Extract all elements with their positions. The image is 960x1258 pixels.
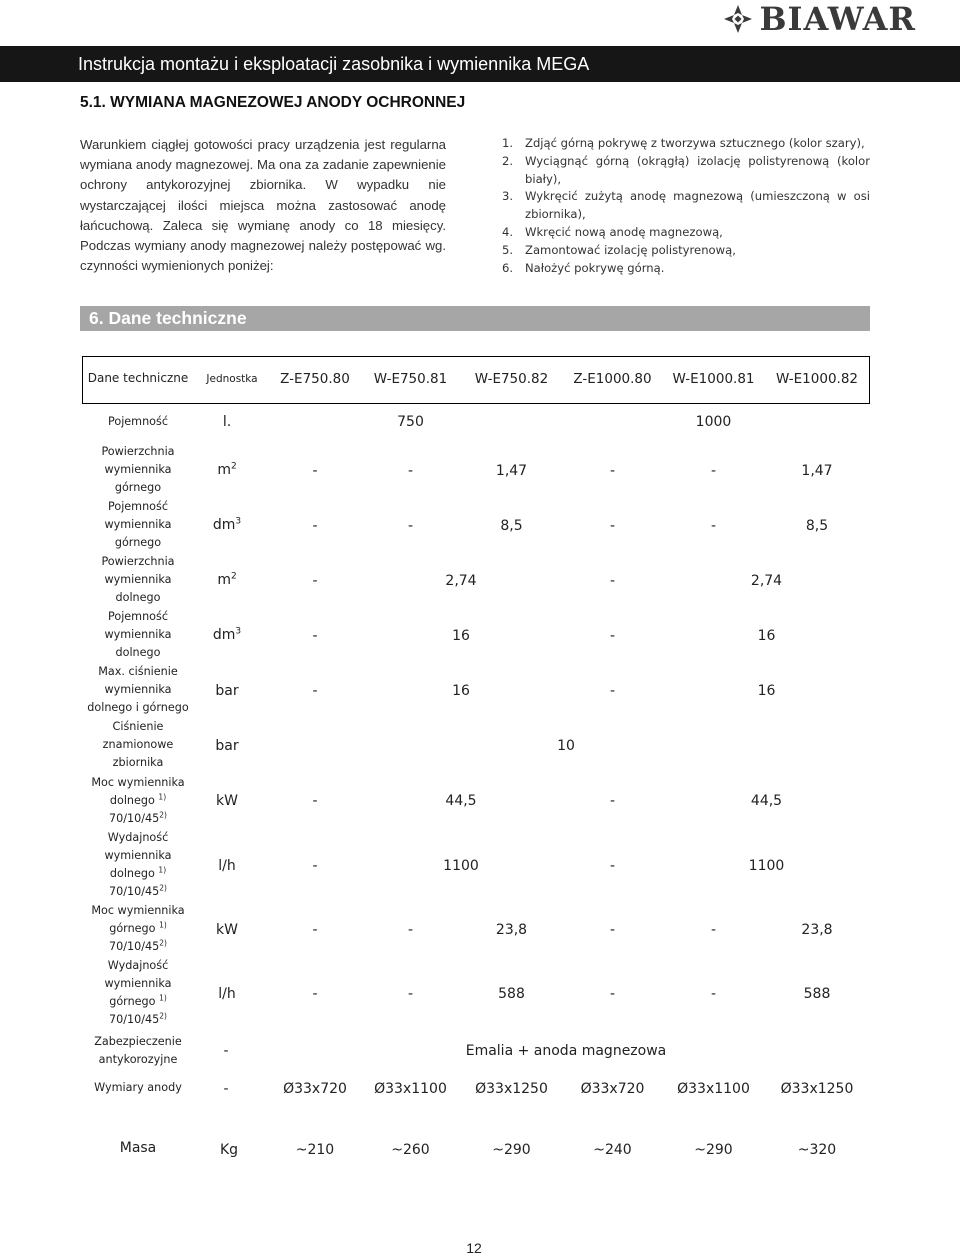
value-cell: 16 <box>757 683 776 699</box>
label-line: wymiennika <box>104 977 172 990</box>
table-header-divider <box>82 403 870 404</box>
value-cell: Ø33x1100 <box>677 1081 750 1097</box>
value-cell: - <box>609 628 616 644</box>
step-item <box>502 188 870 224</box>
header-model: W-E1000.81 <box>672 371 755 387</box>
step-text: Zamontować izolację polistyrenową, <box>525 242 736 257</box>
label-line <box>82 1011 194 1029</box>
value-cell: 44,5 <box>445 793 477 809</box>
label-line: dolnego i górnego <box>87 701 189 714</box>
unit-exponent: 3 <box>235 626 242 637</box>
label-text: 70/10/45 <box>109 812 160 825</box>
label-text: górnego <box>109 922 156 935</box>
row-label: Wymiary anody <box>94 1081 182 1094</box>
step-text: Zdjąć górną pokrywę z tworzywa sztucznego (kolor szary), <box>525 136 865 150</box>
steps-list <box>502 135 870 277</box>
value-cell: - <box>609 573 616 589</box>
step-text: Wkręcić nową anodę magnezową, <box>525 224 723 239</box>
label-line: Pojemność <box>108 610 168 623</box>
value-cell: - <box>407 922 414 938</box>
row-unit: bar <box>215 738 239 754</box>
value-cell: 1100 <box>443 858 479 874</box>
footnote-2: 2) <box>159 810 167 820</box>
footnote-2: 2) <box>159 1011 167 1021</box>
value-cell: 588 <box>803 986 831 1002</box>
label-line <box>82 865 194 883</box>
label-line: Moc wymiennika <box>91 904 185 917</box>
unit-base: m <box>217 462 231 478</box>
value-cell: 10 <box>557 738 575 754</box>
label-text: górnego <box>109 995 156 1008</box>
header-param: Dane techniczne <box>87 371 189 385</box>
label-line <box>82 810 194 828</box>
step-item <box>502 260 870 278</box>
value-cell: 1,47 <box>801 463 833 479</box>
label-line: zbiornika <box>112 756 164 769</box>
biawar-logo-icon <box>723 4 753 34</box>
value-cell: ~240 <box>593 1142 632 1158</box>
header-model: W-E750.82 <box>474 371 549 387</box>
label-line: antykorozyjne <box>98 1053 178 1066</box>
value-cell: Ø33x1100 <box>374 1081 447 1097</box>
value-cell: 1,47 <box>495 463 528 479</box>
step-text: Wyciągnąć górną (okrągłą) izolację polistyrenową (kolor biały), <box>525 153 870 186</box>
value-cell: - <box>312 922 318 938</box>
value-cell: - <box>312 858 318 874</box>
intro-line: wystarczającej ilości miejsca można zastosować anodę <box>80 197 446 213</box>
table-border-top <box>82 356 870 357</box>
row-unit <box>194 627 260 643</box>
value-cell: 8,5 <box>500 518 523 534</box>
value-cell: - <box>609 463 616 479</box>
label-line <box>82 938 194 956</box>
value-cell: ~210 <box>295 1142 335 1158</box>
label-line <box>82 920 194 938</box>
footnote-1: 1) <box>159 993 167 1003</box>
intro-line: czynności wymienionych poniżej: <box>80 258 274 274</box>
unit-base: dm <box>212 627 236 643</box>
value-cell: 23,8 <box>495 922 528 938</box>
label-line: Pojemność <box>108 500 168 513</box>
value-cell: - <box>312 573 318 589</box>
header-model: W-E750.81 <box>373 371 448 387</box>
step-item <box>502 153 870 189</box>
value-cell: Emalia + anoda magnezowa <box>465 1043 667 1059</box>
header-model: Z-E1000.80 <box>573 371 652 387</box>
header-model: Z-E750.80 <box>280 371 350 387</box>
page-number: 12 <box>466 1240 482 1256</box>
label-text: dolnego <box>109 794 155 807</box>
value-cell: 23,8 <box>801 922 833 938</box>
label-line: wymiennika <box>104 849 172 862</box>
row-unit: bar <box>215 683 239 699</box>
label-line: wymiennika <box>104 518 172 531</box>
value-cell: 2,74 <box>445 573 477 589</box>
label-line: wymiennika <box>104 463 172 476</box>
value-cell: Ø33x720 <box>283 1081 347 1097</box>
header-unit: Jednostka <box>206 373 258 385</box>
row-unit <box>194 517 260 533</box>
step-item <box>502 242 870 260</box>
value-cell: 44,5 <box>750 793 783 809</box>
row-label: Pojemność <box>108 415 168 428</box>
tech-section-bar <box>80 306 870 331</box>
value-cell: 16 <box>452 628 470 644</box>
footnote-2: 2) <box>159 883 167 893</box>
unit-exponent: 2 <box>230 571 237 582</box>
unit-base: m <box>217 572 231 588</box>
value-cell: 588 <box>498 986 525 1002</box>
row-unit <box>194 462 260 478</box>
value-cell: - <box>710 463 717 479</box>
row-unit: kW <box>216 793 238 809</box>
step-number: 3. <box>502 189 514 204</box>
value-cell: - <box>710 922 717 938</box>
value-cell: - <box>407 463 414 479</box>
label-line: dolnego <box>115 646 161 659</box>
value-cell: ~260 <box>391 1142 430 1158</box>
label-line: górnego <box>114 481 162 494</box>
row-unit: l/h <box>218 986 236 1002</box>
label-line: Max. ciśnienie <box>98 665 178 678</box>
tech-section-title: 6. Dane techniczne <box>89 308 247 328</box>
row-unit: kW <box>216 922 238 938</box>
row-label <box>82 443 194 497</box>
step-item <box>502 135 870 153</box>
intro-line: Podczas wymiany anody magnezowej należy postępować wg. <box>80 238 446 254</box>
intro-line: ochrony antykorozyjnej zbiornika. W wypadku nie <box>80 177 446 193</box>
value-cell: - <box>710 986 717 1002</box>
step-number: 1. <box>502 136 514 150</box>
row-label: Masa <box>119 1140 157 1156</box>
label-line <box>82 883 194 901</box>
label-line: Wydajność <box>107 831 169 844</box>
step-text: Wykręcić zużytą anodę magnezową (umieszczoną w osi zbiornika), <box>525 189 870 222</box>
row-unit: - <box>223 1081 229 1097</box>
value-cell: - <box>312 463 318 479</box>
label-text: 70/10/45 <box>109 885 160 898</box>
row-label <box>82 829 194 901</box>
step-number: 5. <box>502 242 514 257</box>
value-cell: Ø33x1250 <box>780 1081 854 1097</box>
step-item <box>502 224 870 242</box>
label-text: 70/10/45 <box>109 940 160 953</box>
intro-paragraph <box>80 135 446 276</box>
label-line: wymiennika <box>104 683 172 696</box>
label-text: dolnego <box>109 867 155 880</box>
label-line: Ciśnienie <box>112 720 164 733</box>
unit-exponent: 2 <box>230 461 237 472</box>
row-label <box>82 718 194 772</box>
row-label <box>82 553 194 607</box>
value-cell: ~320 <box>797 1142 837 1158</box>
label-line: dolnego <box>115 591 161 604</box>
row-label <box>82 957 194 1029</box>
row-unit: - <box>223 1043 229 1059</box>
label-line <box>82 792 194 810</box>
value-cell: - <box>609 986 616 1002</box>
row-label <box>82 774 194 828</box>
value-cell: 1100 <box>748 858 785 874</box>
step-number: 6. <box>502 260 514 275</box>
row-label <box>82 608 194 662</box>
step-text: Nałożyć pokrywę górną. <box>525 260 665 275</box>
intro-line: łańcuchową. Zaleca się wymianę anody co 18 miesięcy. <box>80 217 446 233</box>
label-line: wymiennika <box>104 628 172 641</box>
unit-base: dm <box>212 517 236 533</box>
row-label <box>82 663 194 717</box>
value-cell: - <box>312 986 318 1002</box>
value-750: 750 <box>397 414 424 430</box>
label-line: znamionowe <box>102 738 174 751</box>
row-label <box>82 1033 194 1069</box>
intro-line: Warunkiem ciągłej gotowości pracy urządzenia jest regularna <box>80 137 446 152</box>
unit-exponent: 3 <box>235 516 242 527</box>
value-cell: - <box>312 793 318 809</box>
label-text: 70/10/45 <box>109 1013 160 1026</box>
brand-name: BIAWAR <box>759 0 916 38</box>
label-line: górnego <box>114 536 162 549</box>
row-label <box>82 498 194 552</box>
value-cell: - <box>312 518 318 534</box>
section-title: 5.1. WYMIANA MAGNEZOWEJ ANODY OCHRONNEJ <box>80 94 466 111</box>
footnote-2: 2) <box>159 938 167 948</box>
footnote-1: 1) <box>159 920 167 930</box>
value-cell: - <box>710 518 717 534</box>
header-model: W-E1000.82 <box>775 371 859 387</box>
value-cell: ~290 <box>492 1142 531 1158</box>
footnote-1: 1) <box>158 865 167 875</box>
label-line: Zabezpieczenie <box>94 1035 182 1048</box>
row-unit: Kg <box>219 1142 239 1158</box>
value-cell: 16 <box>757 628 776 644</box>
footnote-1: 1) <box>158 792 167 802</box>
value-cell: Ø33x1250 <box>475 1081 548 1097</box>
intro-line: wymiana anody magnezowej. Ma ona za zadanie zapewnienie <box>80 157 446 173</box>
value-cell: 8,5 <box>805 518 829 534</box>
tech-data-table <box>82 356 870 1258</box>
label-line: wymiennika <box>104 573 172 586</box>
label-line: Powierzchnia <box>101 555 175 568</box>
value-cell: 2,74 <box>750 573 783 589</box>
document-title: Instrukcja montażu i eksploatacji zasobnika i wymiennika MEGA <box>78 54 590 74</box>
value-cell: 16 <box>452 683 470 699</box>
step-number: 4. <box>502 224 514 239</box>
label-line: Powierzchnia <box>101 445 175 458</box>
label-line: Wydajność <box>107 959 169 972</box>
value-cell: - <box>609 922 616 938</box>
value-cell: - <box>609 683 616 699</box>
label-line: Moc wymiennika <box>91 776 185 789</box>
label-line <box>82 993 194 1011</box>
document-header <box>0 46 960 82</box>
row-unit: l/h <box>218 858 236 874</box>
value-cell: - <box>609 518 616 534</box>
row-unit <box>194 572 260 588</box>
value-cell: - <box>609 858 616 874</box>
value-cell: - <box>407 986 414 1002</box>
value-cell: - <box>407 518 414 534</box>
value-cell: - <box>312 683 318 699</box>
step-number: 2. <box>502 153 514 168</box>
value-cell: - <box>312 628 318 644</box>
value-1000: 1000 <box>695 414 732 430</box>
value-cell: ~290 <box>694 1142 733 1158</box>
brand-logo <box>723 2 916 36</box>
value-cell: - <box>609 793 616 809</box>
value-cell: Ø33x720 <box>580 1081 645 1097</box>
row-label <box>82 902 194 956</box>
row-unit: l. <box>222 414 232 430</box>
